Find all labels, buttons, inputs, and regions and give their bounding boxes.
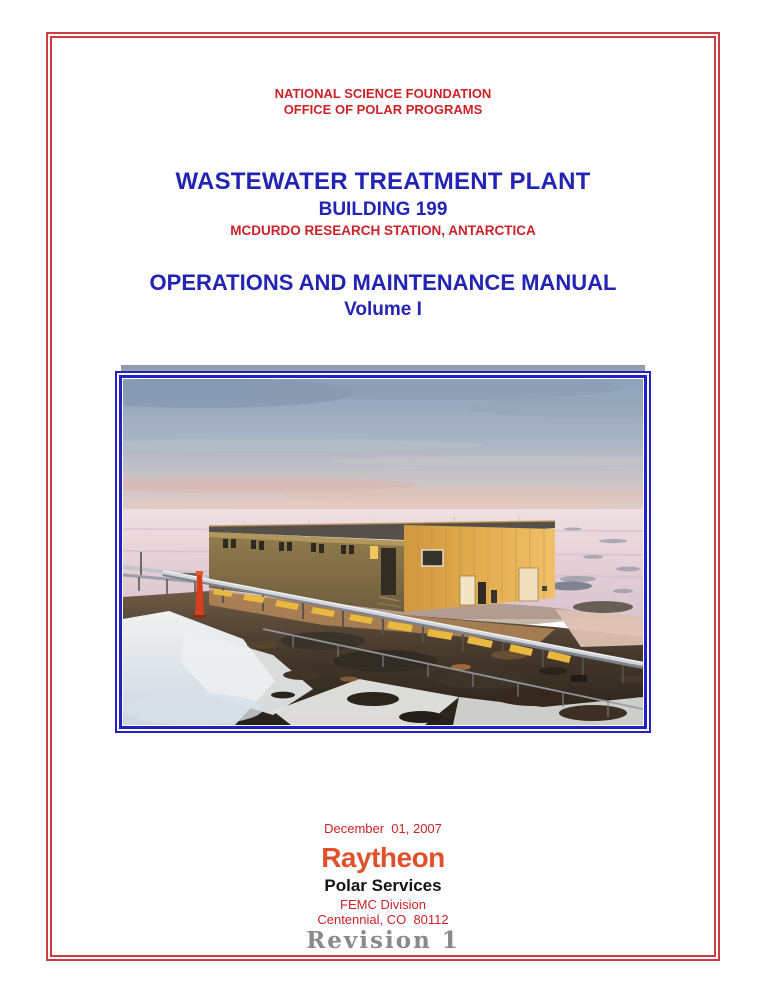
plant-title: WASTEWATER TREATMENT PLANT (175, 168, 591, 195)
page-border-outer (46, 32, 720, 961)
title-block (52, 167, 714, 240)
manual-title-block (52, 269, 714, 322)
building-photo (123, 379, 643, 725)
page-border-inner (50, 36, 716, 957)
photo-frame (115, 371, 651, 733)
station-name: MCDURDO RESEARCH STATION, ANTARCTICA (230, 223, 536, 238)
manual-title: OPERATIONS AND MAINTENANCE MANUAL (149, 270, 617, 295)
org-line-2: OFFICE OF POLAR PROGRAMS (283, 102, 483, 117)
building-number: BUILDING 199 (318, 199, 448, 220)
raytheon-logo: Raytheon (321, 842, 445, 873)
organization-header (52, 86, 714, 118)
publication-date: December 01, 2007 (324, 821, 442, 836)
manual-volume: Volume I (344, 299, 422, 320)
femc-division-label: FEMC Division (340, 897, 426, 912)
polar-services-label: Polar Services (324, 876, 442, 895)
photo-area (52, 365, 714, 733)
photo-frame-inner (119, 375, 647, 729)
revision-label: Revision 1 (306, 927, 460, 954)
org-line-1: NATIONAL SCIENCE FOUNDATION (274, 86, 492, 101)
address-label: Centennial, CO 80112 (317, 912, 449, 927)
